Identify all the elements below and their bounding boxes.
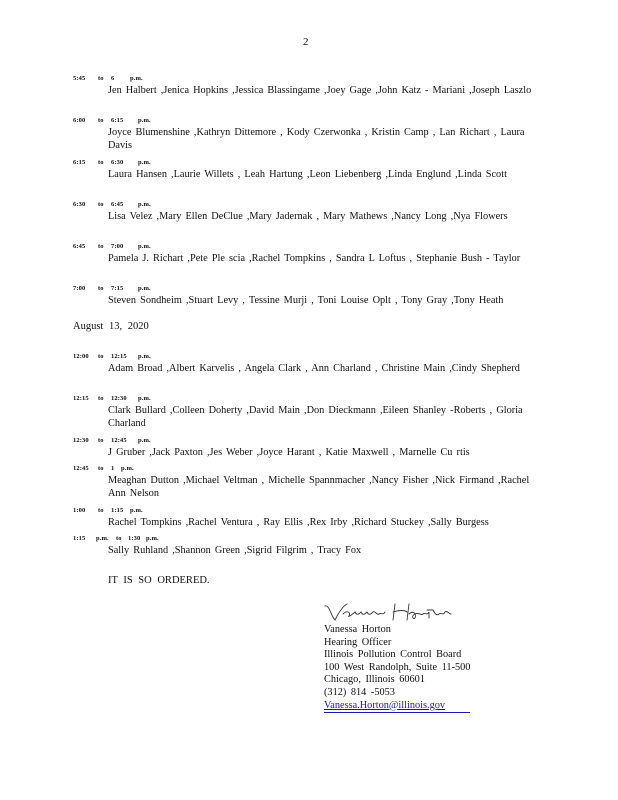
time-range: 6:45 to 7:00 p.m. xyxy=(73,243,151,250)
time-slot xyxy=(73,241,543,265)
time-slot xyxy=(73,505,543,529)
time-slot xyxy=(73,463,543,501)
signer-title: Hearing Officer xyxy=(324,636,392,648)
time-slot xyxy=(73,351,543,375)
time-range: 6:30 to 6:45 p.m. xyxy=(73,201,151,208)
signer-address-line-2: Chicago, Illinois 60601 xyxy=(324,674,425,686)
time-slot xyxy=(73,393,543,431)
time-slot xyxy=(73,283,543,307)
time-range: 12:45 to 1 p.m. xyxy=(73,465,134,472)
date-heading: August 13, 2020 xyxy=(73,321,149,332)
signer-address-line-1: 100 West Randolph, Suite 11-500 xyxy=(324,661,471,673)
time-range: 12:30 to 12:45 p.m. xyxy=(73,437,151,444)
participant-names: Adam Broad ,Albert Karvelis , Angela Clark , Ann Charland , Christine Main ,Cindy Shepherd xyxy=(108,363,520,374)
time-range: 12:15 to 12:30 p.m. xyxy=(73,395,151,402)
time-range: 6:00 to 6:15 p.m. xyxy=(73,117,151,124)
time-slot xyxy=(73,199,543,223)
signer-phone: (312) 814 -5053 xyxy=(324,686,395,698)
time-slot xyxy=(73,533,543,557)
participant-names: Meaghan Dutton ,Michael Veltman , Michelle Spannmacher ,Nancy Fisher ,Nick Firmand ,Rachel Ann Nelson xyxy=(108,475,530,500)
participant-names: Laura Hansen ,Laurie Willets , Leah Hartung ,Leon Liebenberg ,Linda Englund ,Linda Scott xyxy=(108,169,507,180)
time-slot xyxy=(73,73,543,97)
participant-names: Lisa Velez ,Mary Ellen DeClue ,Mary Jadernak , Mary Mathews ,Nancy Long ,Nya Flowers xyxy=(108,211,508,222)
participant-names: Pamela J. Richart ,Pete Ple scia ,Rachel Tompkins , Sandra L Loftus , Stephanie Bush - Taylor xyxy=(108,253,521,264)
time-slot xyxy=(73,435,543,459)
time-slot xyxy=(73,115,543,153)
participant-names: Sally Ruhland ,Shannon Green ,Sigrid Filgrim , Tracy Fox xyxy=(108,545,362,556)
participant-names: Rachel Tompkins ,Rachel Ventura , Ray Ellis ,Rex Irby ,Richard Stuckey ,Sally Burgess xyxy=(108,517,489,528)
time-range: 1:15 p.m. to 1:30 p.m. xyxy=(73,535,159,542)
page-number: 2 xyxy=(303,36,309,48)
time-range: 12:00 to 12:15 p.m. xyxy=(73,353,151,360)
time-range: 1:00 to 1:15 p.m. xyxy=(73,507,143,514)
signature-block xyxy=(324,624,470,713)
participant-names: Jen Halbert ,Jenica Hopkins ,Jessica Blassingame ,Joey Gage ,John Katz - Mariani ,Joseph Laszlo xyxy=(108,85,532,96)
participant-names: J Gruber ,Jack Paxton ,Jes Weber ,Joyce Harant , Katie Maxwell , Marnelle Cu rtis xyxy=(108,447,470,458)
participant-names: Joyce Blumenshine ,Kathryn Dittemore , Kody Czerwonka , Kristin Camp , Lan Richart , Laura Davis xyxy=(108,127,525,152)
handwritten-signature xyxy=(323,600,453,626)
participant-names: Steven Sondheim ,Stuart Levy , Tessine Murji , Toni Louise Oplt , Tony Gray ,Tony Heath xyxy=(108,295,504,306)
signer-organization: Illinois Pollution Control Board xyxy=(324,649,462,661)
signer-email-link[interactable]: Vanessa.Horton@illinois.gov xyxy=(324,700,470,714)
participant-names: Clark Bullard ,Colleen Doherty ,David Main ,Don Dieckmann ,Eileen Shanley -Roberts , Gloria Charland xyxy=(108,405,523,430)
time-range: 5:45 to 6 p.m. xyxy=(73,75,143,82)
time-range: 6:15 to 6:30 p.m. xyxy=(73,159,151,166)
time-slot xyxy=(73,157,543,181)
signer-name: Vanessa Horton xyxy=(324,624,391,635)
time-range: 7:00 to 7:15 p.m. xyxy=(73,285,151,292)
order-statement: IT IS SO ORDERED. xyxy=(108,575,210,586)
